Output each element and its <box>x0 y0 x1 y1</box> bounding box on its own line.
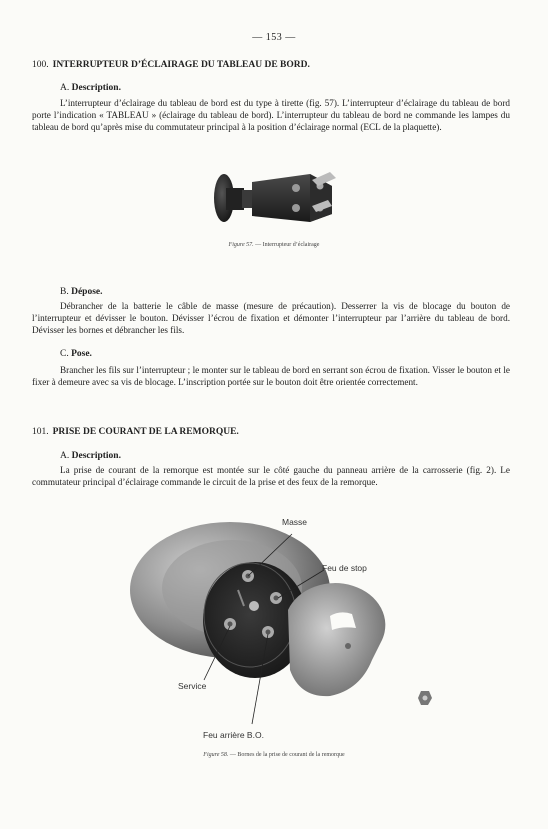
figure-57-number: Figure 57. <box>228 242 254 248</box>
section-100-a-title: Description. <box>71 83 121 93</box>
section-101-heading <box>32 427 239 437</box>
section-101-a-text: La prise de courant de la remorque est montée sur le côté gauche du panneau arrière de la carrosserie (fig. 2). Le commutateur principal d’éclairage commande le circuit de la prise et des feux de la remorque. <box>32 465 510 487</box>
section-100-b-letter: B. <box>60 287 69 297</box>
section-100-c-letter: C. <box>60 349 69 359</box>
label-masse: Masse <box>282 517 308 527</box>
section-101-number: 101. <box>32 427 49 437</box>
section-100-a-heading <box>60 83 121 93</box>
section-100-a-letter: A. <box>60 83 70 93</box>
figure-57-text: — Interrupteur d’éclairage <box>255 242 320 248</box>
section-100-number: 100. <box>32 60 49 70</box>
trailer-socket-photo <box>120 510 440 730</box>
section-100-heading <box>32 60 310 70</box>
section-100-b-heading <box>60 287 103 297</box>
section-101-a-title: Description. <box>71 451 121 461</box>
label-feu-de-stop: Feu de stop <box>322 563 367 573</box>
label-feu-arriere: Feu arrière B.O. <box>203 730 264 740</box>
section-100-b-title: Dépose. <box>71 287 103 297</box>
section-101-a-letter: A. <box>60 451 70 461</box>
section-100-c-heading <box>60 349 92 359</box>
figure-58-text: — Bornes de la prise de courant de la remorque <box>229 752 345 758</box>
section-100-title: INTERRUPTEUR D’ÉCLAIRAGE DU TABLEAU DE BORD. <box>52 60 310 70</box>
page-number: — 153 — <box>252 32 296 43</box>
section-100-c-text: Brancher les fils sur l’interrupteur ; le monter sur le tableau de bord en serrant son écrou de fixation. Visser le bouton et le fixer à demeure avec sa vis de blocage. L’inscription portée sur le bouton doit être orientée correctement. <box>32 365 510 387</box>
section-101-title: PRISE DE COURANT DE LA REMORQUE. <box>52 427 239 437</box>
label-service: Service <box>178 681 207 691</box>
section-100-c-title: Pose. <box>71 349 92 359</box>
figure-58-number: Figure 58. <box>203 752 229 758</box>
figure-58-caption <box>0 752 548 758</box>
section-100-b-text: Débrancher de la batterie le câble de masse (mesure de précaution). Desserrer la vis de blocage du bouton de l’interrupteur et dévisser le bouton. Dévisser l’écrou de fixation et démonter l’interrupteur par l’arrière du tableau de bord. Dévisser les bornes et débrancher les fils. <box>32 301 510 335</box>
switch-photo <box>212 168 352 230</box>
figure-57-caption <box>0 242 548 248</box>
section-101-a-heading <box>60 451 121 461</box>
section-100-a-text: L’interrupteur d’éclairage du tableau de bord est du type à tirette (fig. 57). L’interrupteur d’éclairage du tableau de bord porte l’indication « TABLEAU » (éclairage du tableau de bord). L’interrupteur du tableau de bord ne commande les lampes du tableau de bord qu’après mise du commutateur principal à la position d’éclairage normal (ECL de la plaquette). <box>32 98 510 132</box>
